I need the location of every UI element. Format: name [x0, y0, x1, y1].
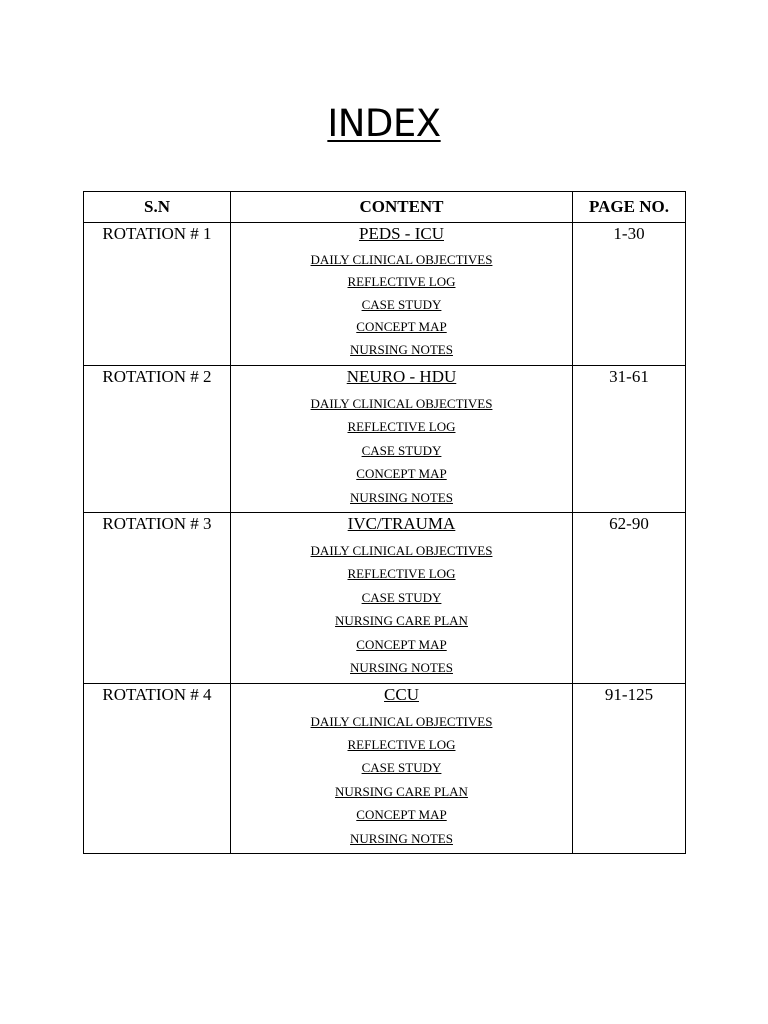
content-link[interactable]: DAILY CLINICAL OBJECTIVES [310, 713, 493, 729]
content-link[interactable]: CASE STUDY [361, 589, 442, 605]
content-link[interactable]: CONCEPT MAP [356, 807, 447, 823]
section-link[interactable]: PEDS - ICU [358, 224, 444, 243]
page-range: 62-90 [573, 513, 686, 683]
content-link[interactable]: CASE STUDY [361, 442, 442, 458]
table-row [84, 513, 686, 683]
table-row [84, 366, 686, 513]
content-link[interactable]: CASE STUDY [361, 296, 442, 312]
content-link[interactable]: CONCEPT MAP [356, 466, 447, 482]
content-link[interactable]: DAILY CLINICAL OBJECTIVES [310, 252, 493, 267]
content-link[interactable]: REFLECTIVE LOG [347, 566, 456, 582]
content-link[interactable]: NURSING NOTES [350, 660, 453, 676]
page-range: 1-30 [573, 223, 686, 366]
table-header-row [84, 192, 686, 223]
section-link[interactable]: CCU [384, 684, 419, 704]
content-link[interactable]: CONCEPT MAP [356, 636, 447, 652]
content-cell [231, 513, 573, 683]
table-row [84, 223, 686, 366]
content-link[interactable]: NURSING NOTES [350, 341, 453, 357]
page-range: 91-125 [573, 683, 686, 853]
page-range: 31-61 [573, 366, 686, 513]
content-link[interactable]: REFLECTIVE LOG [347, 419, 456, 435]
content-link[interactable]: CASE STUDY [361, 760, 442, 776]
section-link[interactable]: IVC/TRAUMA [347, 514, 456, 534]
content-cell [231, 683, 573, 853]
rotation-label: ROTATION # 1 [84, 223, 231, 366]
header-page-no: PAGE NO. [573, 192, 686, 223]
index-table [83, 191, 686, 854]
rotation-label: ROTATION # 3 [84, 513, 231, 683]
content-link[interactable]: REFLECTIVE LOG [347, 274, 456, 290]
content-link[interactable]: NURSING NOTES [350, 489, 453, 505]
content-link[interactable]: REFLECTIVE LOG [347, 736, 456, 752]
content-link[interactable]: NURSING CARE PLAN [335, 613, 468, 629]
content-link[interactable]: CONCEPT MAP [356, 319, 447, 335]
table-row [84, 683, 686, 853]
rotation-label: ROTATION # 4 [84, 683, 231, 853]
content-link[interactable]: NURSING CARE PLAN [335, 783, 468, 799]
rotation-label: ROTATION # 2 [84, 366, 231, 513]
section-link[interactable]: NEURO - HDU [346, 367, 457, 387]
header-content: CONTENT [231, 192, 573, 223]
content-link[interactable]: NURSING NOTES [350, 830, 453, 846]
header-sn: S.N [84, 192, 231, 223]
content-link[interactable]: DAILY CLINICAL OBJECTIVES [310, 396, 493, 412]
content-link[interactable]: DAILY CLINICAL OBJECTIVES [310, 543, 493, 559]
content-cell [231, 223, 573, 366]
page-title: INDEX [327, 102, 441, 145]
content-cell [231, 366, 573, 513]
